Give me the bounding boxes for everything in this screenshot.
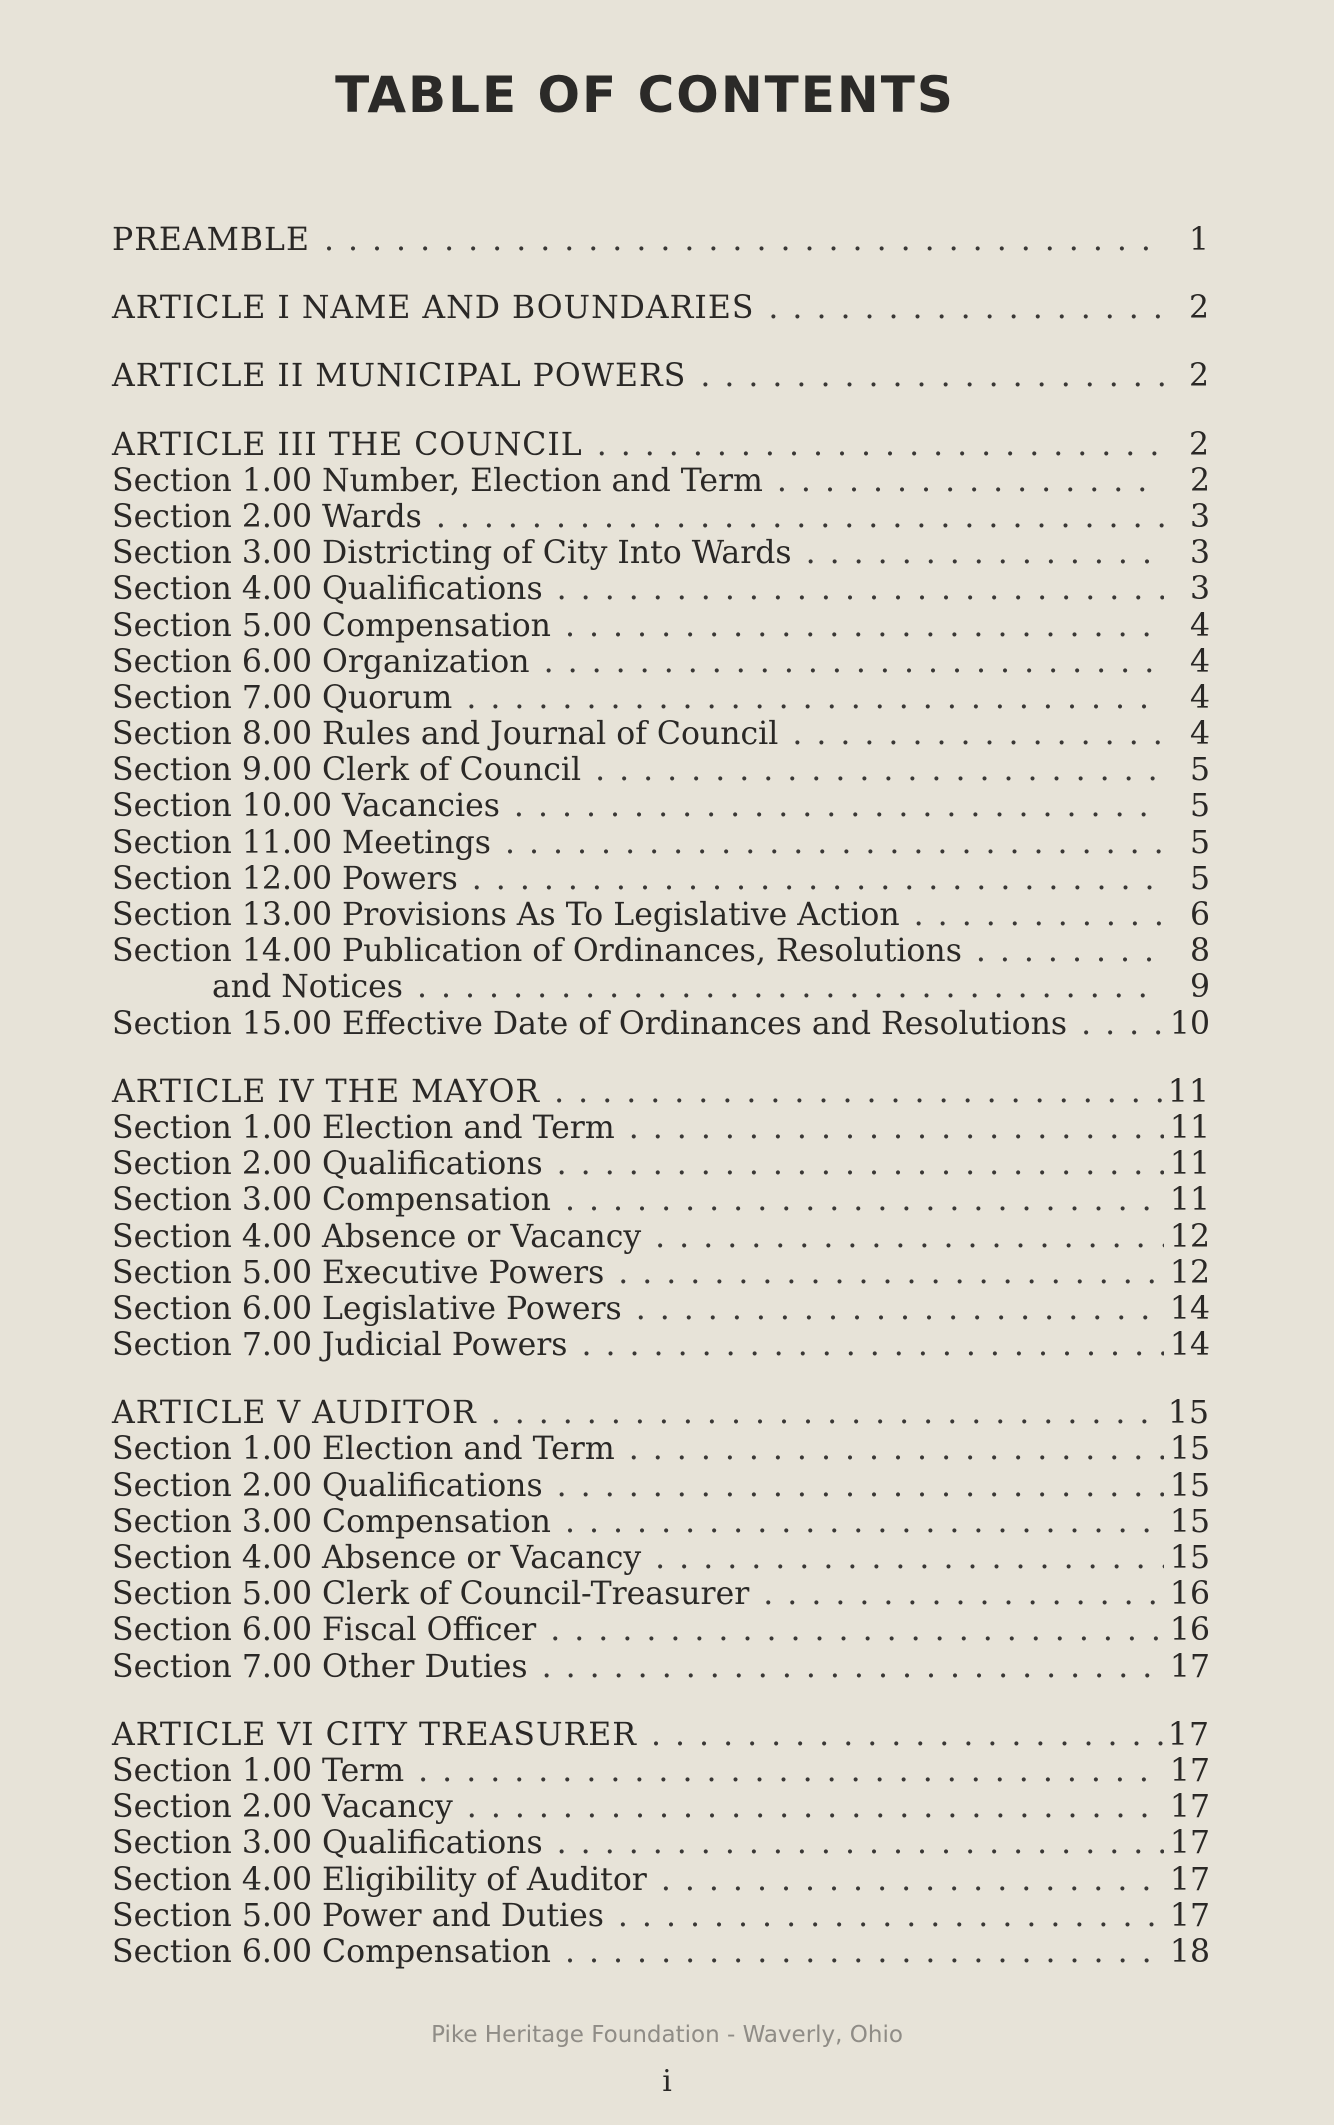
toc-entry-page: 4 [1189,643,1210,680]
toc-section-entry [112,752,1210,788]
toc-entry-page: 3 [1189,535,1210,572]
toc-section-entry [112,1468,1210,1504]
toc-section-entry [112,861,1210,897]
toc-heading-entry [112,1717,1210,1753]
toc-entry-label: Section 2.00 Vacancy [112,1789,453,1826]
dot-leader [542,1649,1164,1685]
toc-section-entry [112,788,1210,824]
toc-entry-label: ARTICLE III THE COUNCIL [112,426,583,463]
dot-leader [472,861,1164,897]
toc-entry-label: and Notices [212,969,403,1006]
toc-entry-label: Section 4.00 Qualifications [112,571,543,608]
toc-section-entry [112,680,1210,716]
toc-entry-page: 3 [1189,571,1210,608]
dot-leader [417,969,1164,1005]
dot-leader [655,1540,1164,1576]
toc-section-entry [112,499,1210,535]
dot-leader [505,825,1164,861]
toc-section-entry [112,897,1210,933]
toc-entry-page: 3 [1189,498,1210,535]
toc-entry-page: 18 [1169,1933,1210,1970]
dot-leader [554,1074,1164,1110]
toc-entry-label: Section 9.00 Clerk of Council [112,752,582,789]
toc-entry-label: Section 6.00 Fiscal Officer [112,1612,537,1649]
toc-section-entry [112,1753,1210,1789]
dot-leader [544,644,1164,680]
toc-entry-label: Section 5.00 Clerk of Council-Treasurer [112,1576,750,1613]
toc-heading-entry [112,290,1210,326]
toc-entry-page: 4 [1189,607,1210,644]
toc-entry-label: Section 4.00 Absence or Vacancy [112,1218,642,1255]
dot-leader [661,1862,1164,1898]
toc-section-entry [112,535,1210,571]
dot-leader [597,427,1164,463]
toc-section-entry [112,1789,1210,1825]
toc-section-entry [112,1431,1210,1467]
toc-section-entry [112,1110,1210,1146]
toc-entry-page: 4 [1189,716,1210,753]
toc-section-entry [112,1504,1210,1540]
toc-entry-label: Section 14.00 Publication of Ordinances, Resolutions [112,933,962,970]
dot-leader [976,933,1164,969]
toc-entry-label: Section 15.00 Effective Date of Ordinances and Resolutions [112,1005,1068,1042]
toc-group [112,1717,1210,1970]
dot-leader [514,788,1164,824]
toc-entry-page: 17 [1167,1716,1210,1753]
table-of-contents [112,222,1210,2002]
dot-leader [557,1468,1164,1504]
toc-entry-page: 16 [1169,1612,1210,1649]
toc-entry-page: 11 [1169,1109,1210,1146]
toc-group [112,1074,1210,1364]
toc-entry-page: 17 [1169,1825,1210,1862]
toc-heading-entry [112,1395,1210,1431]
dot-leader [565,1182,1164,1218]
toc-entry-page: 12 [1169,1218,1210,1255]
toc-entry-page: 17 [1169,1789,1210,1826]
toc-section-entry [112,1612,1210,1648]
toc-entry-label: Section 2.00 Wards [112,498,422,535]
toc-entry-label: Section 6.00 Legislative Powers [112,1290,622,1327]
dot-leader [491,1395,1164,1431]
toc-entry-page: 15 [1169,1431,1210,1468]
toc-entry-page: 2 [1188,358,1210,395]
toc-entry-page: 14 [1169,1327,1210,1364]
toc-entry-label: Section 3.00 Compensation [112,1182,551,1219]
toc-entry-page: 5 [1189,752,1210,789]
toc-entry-label: Section 12.00 Powers [112,860,458,897]
toc-entry-page: 11 [1169,1182,1210,1219]
toc-entry-page: 6 [1189,897,1210,933]
dot-leader [565,1934,1164,1970]
toc-section-entry [112,1934,1210,1970]
toc-entry-label: Section 1.00 Number, Election and Term [112,462,763,499]
dot-leader [418,1753,1164,1789]
page-title: TABLE OF CONTENTS [335,66,955,124]
toc-group [112,222,1210,258]
toc-entry-label: Section 5.00 Executive Powers [112,1254,605,1291]
toc-entry-label: PREAMBLE [112,222,310,258]
toc-entry-page: 17 [1169,1897,1210,1934]
toc-entry-page: 5 [1189,788,1210,825]
toc-group [112,358,1210,394]
toc-entry-page: 5 [1189,824,1210,861]
toc-entry-page: 2 [1188,426,1210,463]
toc-section-entry [112,1006,1210,1042]
dot-leader [595,752,1164,788]
toc-entry-label: Section 5.00 Compensation [112,607,551,644]
toc-section-entry [112,1182,1210,1218]
toc-section-entry [112,969,1210,1005]
toc-entry-label: ARTICLE VI CITY TREASURER [112,1716,637,1753]
dot-leader [618,1255,1164,1291]
dot-leader [557,571,1164,607]
toc-section-entry [112,1825,1210,1861]
toc-entry-page: 15 [1169,1503,1210,1540]
toc-entry-page: 17 [1169,1861,1210,1898]
dot-leader [1081,1006,1164,1042]
toc-entry-page: 17 [1169,1752,1210,1789]
toc-entry-label: Section 4.00 Absence or Vacancy [112,1540,642,1576]
toc-group [112,290,1210,326]
toc-section-entry [112,1649,1210,1685]
toc-entry-label: Section 3.00 Districting of City Into Wards [112,535,792,572]
toc-entry-label: Section 1.00 Term [112,1752,405,1789]
toc-section-entry [112,933,1210,969]
dot-leader [700,358,1164,394]
toc-entry-page: 12 [1169,1254,1210,1291]
toc-entry-label: Section 8.00 Rules and Journal of Council [112,716,779,753]
toc-section-entry [112,644,1210,680]
toc-entry-page: 11 [1167,1073,1210,1110]
toc-entry-label: Section 3.00 Compensation [112,1503,551,1540]
toc-heading-entry [112,427,1210,463]
toc-entry-page: 4 [1189,679,1210,716]
toc-entry-page: 14 [1169,1290,1210,1327]
dot-leader [565,608,1164,644]
dot-leader [629,1431,1164,1467]
dot-leader [436,499,1164,535]
toc-entry-page: 2 [1189,462,1210,499]
dot-leader [467,1789,1164,1825]
toc-entry-label: Section 6.00 Compensation [112,1933,551,1970]
page-number: i [662,2064,672,2099]
dot-leader [466,680,1164,716]
toc-entry-label: Section 2.00 Qualifications [112,1146,543,1183]
toc-entry-page: 2 [1188,290,1210,327]
toc-section-entry [112,1898,1210,1934]
toc-entry-page: 15 [1169,1467,1210,1504]
toc-entry-page: 15 [1169,1540,1210,1576]
toc-entry-page: 17 [1169,1648,1210,1685]
dot-leader [768,290,1164,326]
toc-entry-page: 10 [1169,1005,1210,1042]
toc-entry-label: Section 5.00 Power and Duties [112,1897,604,1934]
toc-section-entry [112,571,1210,607]
toc-section-entry [112,716,1210,752]
toc-section-entry [112,1291,1210,1327]
dot-leader [618,1898,1164,1934]
toc-entry-label: Section 13.00 Provisions As To Legislative Action [112,897,900,933]
toc-entry-label: ARTICLE IV THE MAYOR [112,1073,541,1110]
toc-section-entry [112,1576,1210,1612]
toc-entry-label: Section 10.00 Vacancies [112,788,500,825]
toc-section-entry [112,463,1210,499]
toc-entry-label: Section 1.00 Election and Term [112,1431,615,1468]
toc-entry-page: 15 [1167,1395,1210,1432]
toc-section-entry [112,1862,1210,1898]
dot-leader [777,463,1164,499]
toc-entry-page: 1 [1188,222,1210,258]
toc-heading-entry [112,358,1210,394]
dot-leader [324,222,1164,258]
toc-heading-entry [112,222,1210,258]
toc-section-entry [112,1327,1210,1363]
toc-entry-page: 5 [1189,860,1210,897]
footer-credit: Pike Heritage Foundation - Waverly, Ohio [431,2022,903,2048]
toc-entry-label: Section 3.00 Qualifications [112,1825,543,1862]
toc-heading-entry [112,1074,1210,1110]
toc-group [112,427,1210,1042]
toc-entry-page: 16 [1169,1576,1210,1613]
toc-entry-label: Section 7.00 Judicial Powers [112,1327,568,1364]
dot-leader [763,1576,1164,1612]
toc-entry-label: Section 1.00 Election and Term [112,1109,615,1146]
dot-leader [636,1291,1164,1327]
toc-entry-page: 11 [1169,1146,1210,1183]
toc-entry-label: ARTICLE I NAME AND BOUNDARIES [112,290,755,327]
dot-leader [914,897,1164,933]
toc-entry-label: ARTICLE V AUDITOR [112,1395,477,1432]
toc-entry-label: Section 11.00 Meetings [112,824,491,861]
toc-entry-page: 8 [1189,933,1210,970]
toc-entry-label: Section 4.00 Eligibility of Auditor [112,1861,647,1898]
dot-leader [629,1110,1164,1146]
toc-entry-label: ARTICLE II MUNICIPAL POWERS [112,358,687,395]
toc-section-entry [112,1219,1210,1255]
toc-entry-label: Section 6.00 Organization [112,643,530,680]
dot-leader [792,716,1164,752]
toc-section-entry [112,825,1210,861]
dot-leader [565,1504,1164,1540]
toc-entry-page: 9 [1189,969,1210,1006]
dot-leader [806,535,1164,571]
dot-leader [581,1327,1164,1363]
dot-leader [557,1146,1164,1182]
toc-entry-label: Section 7.00 Other Duties [112,1648,528,1685]
dot-leader [550,1612,1164,1648]
toc-section-entry [112,1255,1210,1291]
toc-entry-label: Section 2.00 Qualifications [112,1467,543,1504]
toc-entry-label: Section 7.00 Quorum [112,679,453,716]
dot-leader [557,1825,1164,1861]
toc-group [112,1395,1210,1685]
toc-section-entry [112,608,1210,644]
toc-section-entry [112,1146,1210,1182]
toc-section-entry [112,1540,1210,1576]
dot-leader [651,1717,1164,1753]
dot-leader [655,1219,1164,1255]
